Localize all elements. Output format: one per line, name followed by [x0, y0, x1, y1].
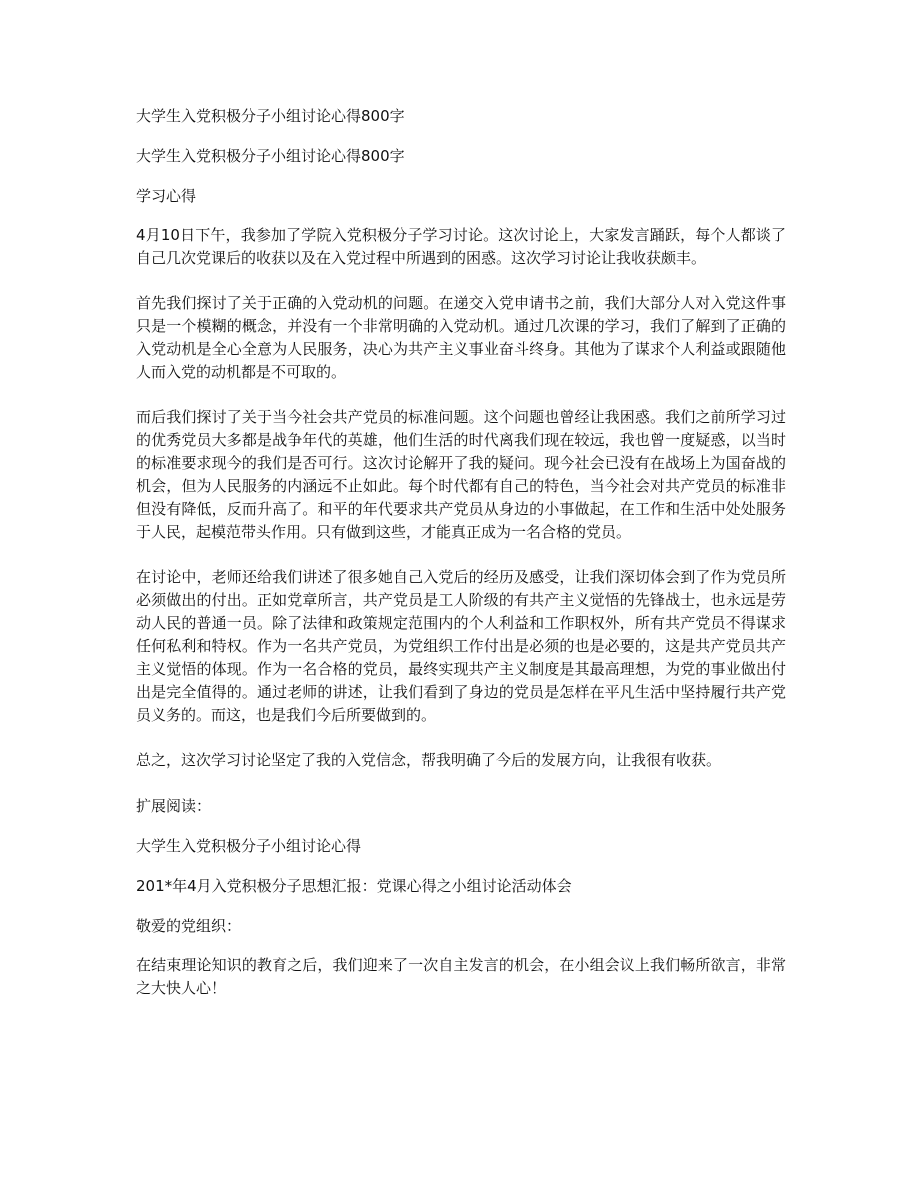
salutation: 敬爱的党组织： — [136, 917, 242, 935]
document-page — [136, 104, 786, 1022]
document-title: 大学生入党积极分子小组讨论心得800字 — [136, 107, 405, 125]
extended-reading-label: 扩展阅读： — [136, 797, 212, 815]
extended-reading-title: 大学生入党积极分子小组讨论心得 — [136, 837, 362, 855]
paragraph-3: 而后我们探讨了关于当今社会共产党员的标准问题。这个问题也曾经让我困惑。我们之前所学习过的优秀党员大多都是战争年代的英雄，他们生活的时代离我们现在较远，我也曾一度疑惑，以当时的标准要求现今的我们是否可行。这次讨论解开了我的疑问。现今社会已没有在战场上为国奋战的机会，但为人民服务的内涵远不止如此。每个时代都有自己的特色，当今社会对共产党员的标准非但没有降低，反而升高了。和平的年代要求共产党员从身边的小事做起，在工作和生活中处处服务于人民，起模范带头作用。只有做到这些，才能真正成为一名合格的党员。 — [136, 408, 786, 541]
last-paragraph: 在结束理论知识的教育之后，我们迎来了一次自主发言的机会，在小组会议上我们畅所欲言，非常之大快人心！ — [136, 956, 786, 997]
paragraph-4: 在讨论中，老师还给我们讲述了很多她自己入党后的经历及感受，让我们深切体会到了作为党员所必须做出的付出。正如党章所言，共产党员是工人阶级的有共产主义觉悟的先锋战士，也永远是劳动人民的普通一员。除了法律和政策规定范围内的个人利益和工作职权外，所有共产党员不得谋求任何私利和特权。作为一名共产党员，为党组织工作付出是必须的也是必要的，这是共产党员共产主义觉悟的体现。作为一名合格的党员，最终实现共产主义制度是其最高理想，为党的事业做出付出是完全值得的。通过老师的讲述，让我们看到了身边的党员是怎样在平凡生活中坚持履行共产党员义务的。而这，也是我们今后所要做到的。 — [136, 568, 786, 724]
paragraph-5: 总之，这次学习讨论坚定了我的入党信念，帮我明确了今后的发展方向，让我很有收获。 — [136, 751, 722, 769]
section-subtitle: 学习心得 — [136, 187, 197, 205]
paragraph-1: 4月10日下午，我参加了学院入党积极分子学习讨论。这次讨论上，大家发言踊跃，每个人都谈了自己几次党课后的收获以及在入党过程中所遇到的困惑。这次学习讨论让我收获颇丰。 — [136, 226, 786, 267]
report-title: 201*年4月入党积极分子思想汇报：党课心得之小组讨论活动体会 — [136, 877, 572, 895]
paragraph-2: 首先我们探讨了关于正确的入党动机的问题。在递交入党申请书之前，我们大部分人对入党这件事只是一个模糊的概念，并没有一个非常明确的入党动机。通过几次课的学习，我们了解到了正确的入党动机是全心全意为人民服务，决心为共产主义事业奋斗终身。其他为了谋求个人利益或跟随他人而入党的动机都是不可取的。 — [136, 294, 786, 381]
document-heading: 大学生入党积极分子小组讨论心得800字 — [136, 147, 405, 165]
